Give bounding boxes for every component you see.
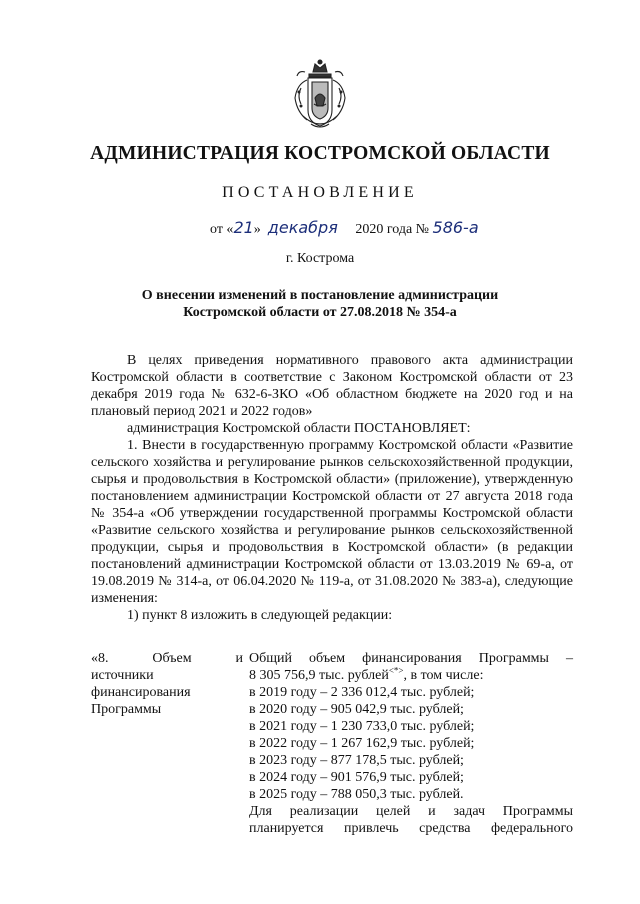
total-suffix: , в том числе: xyxy=(403,668,484,683)
tail-line-a: Для реализации целей и задач Программы xyxy=(249,804,573,819)
paragraph-resolves: администрация Костромской области ПОСТАНОВЛЯЕТ: xyxy=(127,421,471,436)
date-quote-close: » xyxy=(253,222,261,237)
subject-line-2: Костромской области от 27.08.2018 № 354-а xyxy=(183,305,457,320)
year-line: в 2019 году – 2 336 012,4 тыс. рублей; xyxy=(249,685,475,700)
subject-line-1: О внесении изменений в постановление администрации xyxy=(141,288,499,303)
paragraph-subitem-1: 1) пункт 8 изложить в следующей редакции: xyxy=(127,608,393,623)
left-word-3: и xyxy=(235,651,243,666)
year-line: в 2021 году – 1 230 733,0 тыс. рублей; xyxy=(249,719,475,734)
date-year-label: 2020 года № xyxy=(355,222,430,237)
total-line-a: Общий объем финансирования Программы – xyxy=(249,651,573,666)
total-line-b xyxy=(249,667,573,684)
left-word-2: Объем xyxy=(152,651,192,666)
left-line-2: источники xyxy=(91,668,154,683)
organization-name: АДМИНИСТРАЦИЯ КОСТРОМСКОЙ ОБЛАСТИ xyxy=(90,143,550,164)
tail-line-b: планируется привлечь средства федерального xyxy=(249,821,573,836)
table-right-cell xyxy=(249,650,573,837)
table-left-cell xyxy=(91,650,243,718)
document-date-line xyxy=(210,218,479,238)
left-line-3: финансирования xyxy=(91,685,191,700)
date-prefix: от « xyxy=(210,222,234,237)
date-day: 21 xyxy=(233,218,254,237)
year-line: в 2020 году – 905 042,9 тыс. рублей; xyxy=(249,702,464,717)
document-number: 586-а xyxy=(432,218,479,237)
paragraph-preamble: В целях приведения нормативного правового акта администрации Костромской области в соответствие с Законом Костромской области от 23 декабря 2019 года № 632-6-ЗКО «Об областном бюджете на 2020 год и на плановый период 2021 и 2022 годов» xyxy=(91,353,573,419)
document-body xyxy=(91,352,573,624)
document-type: ПОСТАНОВЛЕНИЕ xyxy=(222,184,418,201)
footnote-marker: <*> xyxy=(388,665,404,676)
city: г. Кострома xyxy=(285,251,355,266)
date-month: декабря xyxy=(267,218,338,237)
year-line: в 2024 году – 901 576,9 тыс. рублей; xyxy=(249,770,464,785)
left-word-1: «8. xyxy=(91,651,109,666)
document-subject xyxy=(110,287,530,321)
coat-of-arms-emblem xyxy=(291,58,349,136)
left-line-4: Программы xyxy=(91,702,162,717)
year-line: в 2025 году – 788 050,3 тыс. рублей. xyxy=(249,787,464,802)
year-line: в 2023 году – 877 178,5 тыс. рублей; xyxy=(249,753,464,768)
total-amount: 8 305 756,9 тыс. рублей xyxy=(249,668,389,683)
year-line: в 2022 году – 1 267 162,9 тыс. рублей; xyxy=(249,736,475,751)
paragraph-item-1: 1. Внести в государственную программу Костромской области «Развитие сельского хозяйства и регулирование рынков сельскохозяйственной продукции, сырья и продовольствия в Костромской области» (приложение), утвержденную постановлением администрации Костромской области от 27 августа 2018 года № 354-а «Об утверждении государственной программы Костромской области «Развитие сельского хозяйства и регулирование рынков сельскохозяйственной продукции, сырья и продовольствия в Костромской области» (в редакции постановлений администрации Костромской области от 13.03.2019 № 69-а, от 19.08.2019 № 314-а, от 06.04.2020 № 119-а, от 31.08.2020 № 383-а), следующие изменения: xyxy=(91,438,573,606)
